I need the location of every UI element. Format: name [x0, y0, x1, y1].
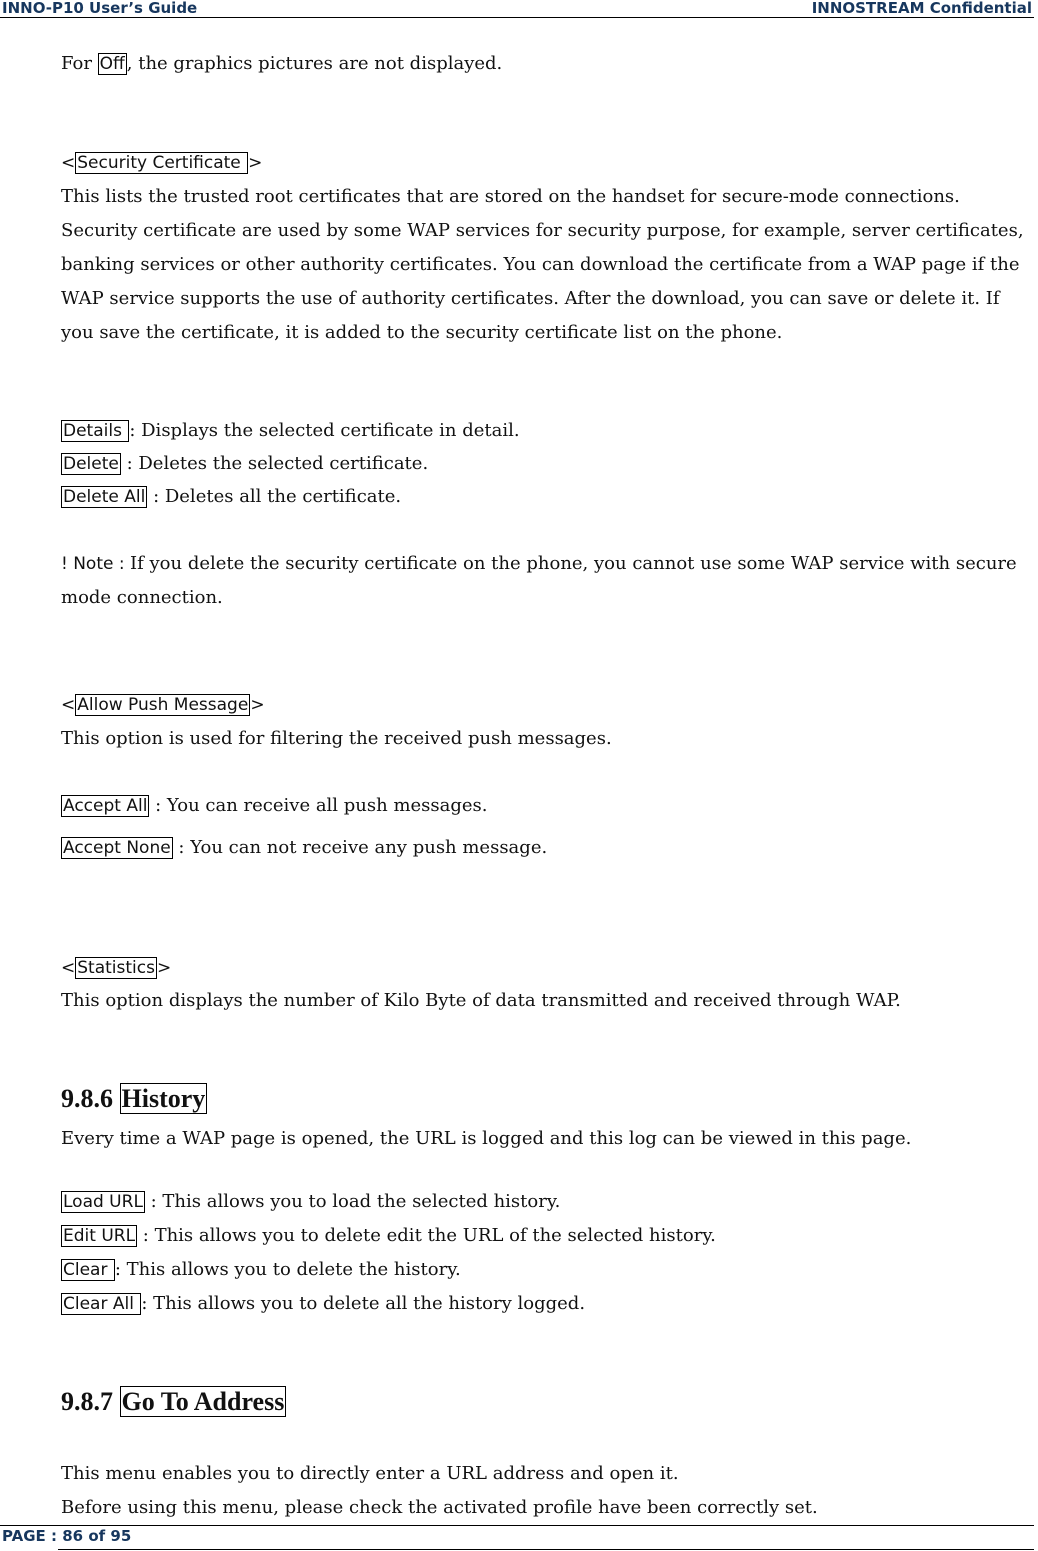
- history-item-edit-url: Edit URL : This allows you to delete edit the URL of the selected history.: [63, 1225, 716, 1246]
- footer-bottom-rule: [58, 1549, 1034, 1550]
- header-confidential: INNOSTREAM Confidential: [811, 0, 1032, 17]
- off-option: Off: [99, 54, 125, 74]
- security-heading: < Security Certificate >: [61, 153, 263, 173]
- off-line: For Off , the graphics pictures are not displayed.: [61, 53, 503, 74]
- history-section-title: 9.8.6 History: [61, 1084, 206, 1113]
- history-item-clear: Clear : This allows you to delete the history.: [63, 1259, 461, 1280]
- history-description: Every time a WAP page is opened, the URL is logged and this log can be viewed in this page.: [61, 1128, 912, 1149]
- page-number: PAGE : 86 of 95: [2, 1527, 132, 1545]
- push-item-accept-all: Accept All : You can receive all push messages.: [63, 795, 488, 816]
- security-description: This lists the trusted root certificates that are stored on the handset for secure-mode connections. Security certificate are used by some WAP services for security purpose, for example, server certificates, banking services or other authority certificates. You can download the certificate from a WAP page if the WAP service supports the use of authority certificates. After the download, you can save or delete it. If you save the certificate, it is added to the security certificate list on the phone.: [61, 186, 1024, 343]
- security-item-delete: Delete : Deletes the selected certificate.: [63, 453, 429, 474]
- push-item-accept-none: Accept None : You can not receive any push message.: [63, 837, 548, 858]
- footer-rule: [0, 1525, 1034, 1526]
- page-header: [0, 0, 1034, 18]
- history-item-load-url: Load URL : This allows you to load the selected history.: [63, 1191, 561, 1212]
- statistics-description: This option displays the number of Kilo Byte of data transmitted and received through WAP.: [61, 990, 901, 1011]
- history-item-clear-all: Clear All : This allows you to delete all the history logged.: [63, 1293, 586, 1314]
- header-doc-title: INNO-P10 User’s Guide: [2, 0, 198, 17]
- push-heading: < Allow Push Message >: [61, 695, 265, 715]
- statistics-heading: < Statistics >: [61, 958, 172, 978]
- goto-description-line2: Before using this menu, please check the activated profile have been correctly set.: [61, 1497, 818, 1518]
- goto-section-title: 9.8.7 Go To Address: [61, 1387, 285, 1416]
- goto-description-line1: This menu enables you to directly enter a URL address and open it.: [61, 1463, 679, 1484]
- security-item-details: Details : Displays the selected certificate in detail.: [63, 420, 520, 441]
- security-note: ! Note : If you delete the security certificate on the phone, you cannot use some WAP service with secure mode connection.: [61, 553, 1017, 608]
- security-item-delete-all: Delete All : Deletes all the certificate.: [63, 486, 402, 507]
- push-description: This option is used for filtering the received push messages.: [61, 728, 612, 749]
